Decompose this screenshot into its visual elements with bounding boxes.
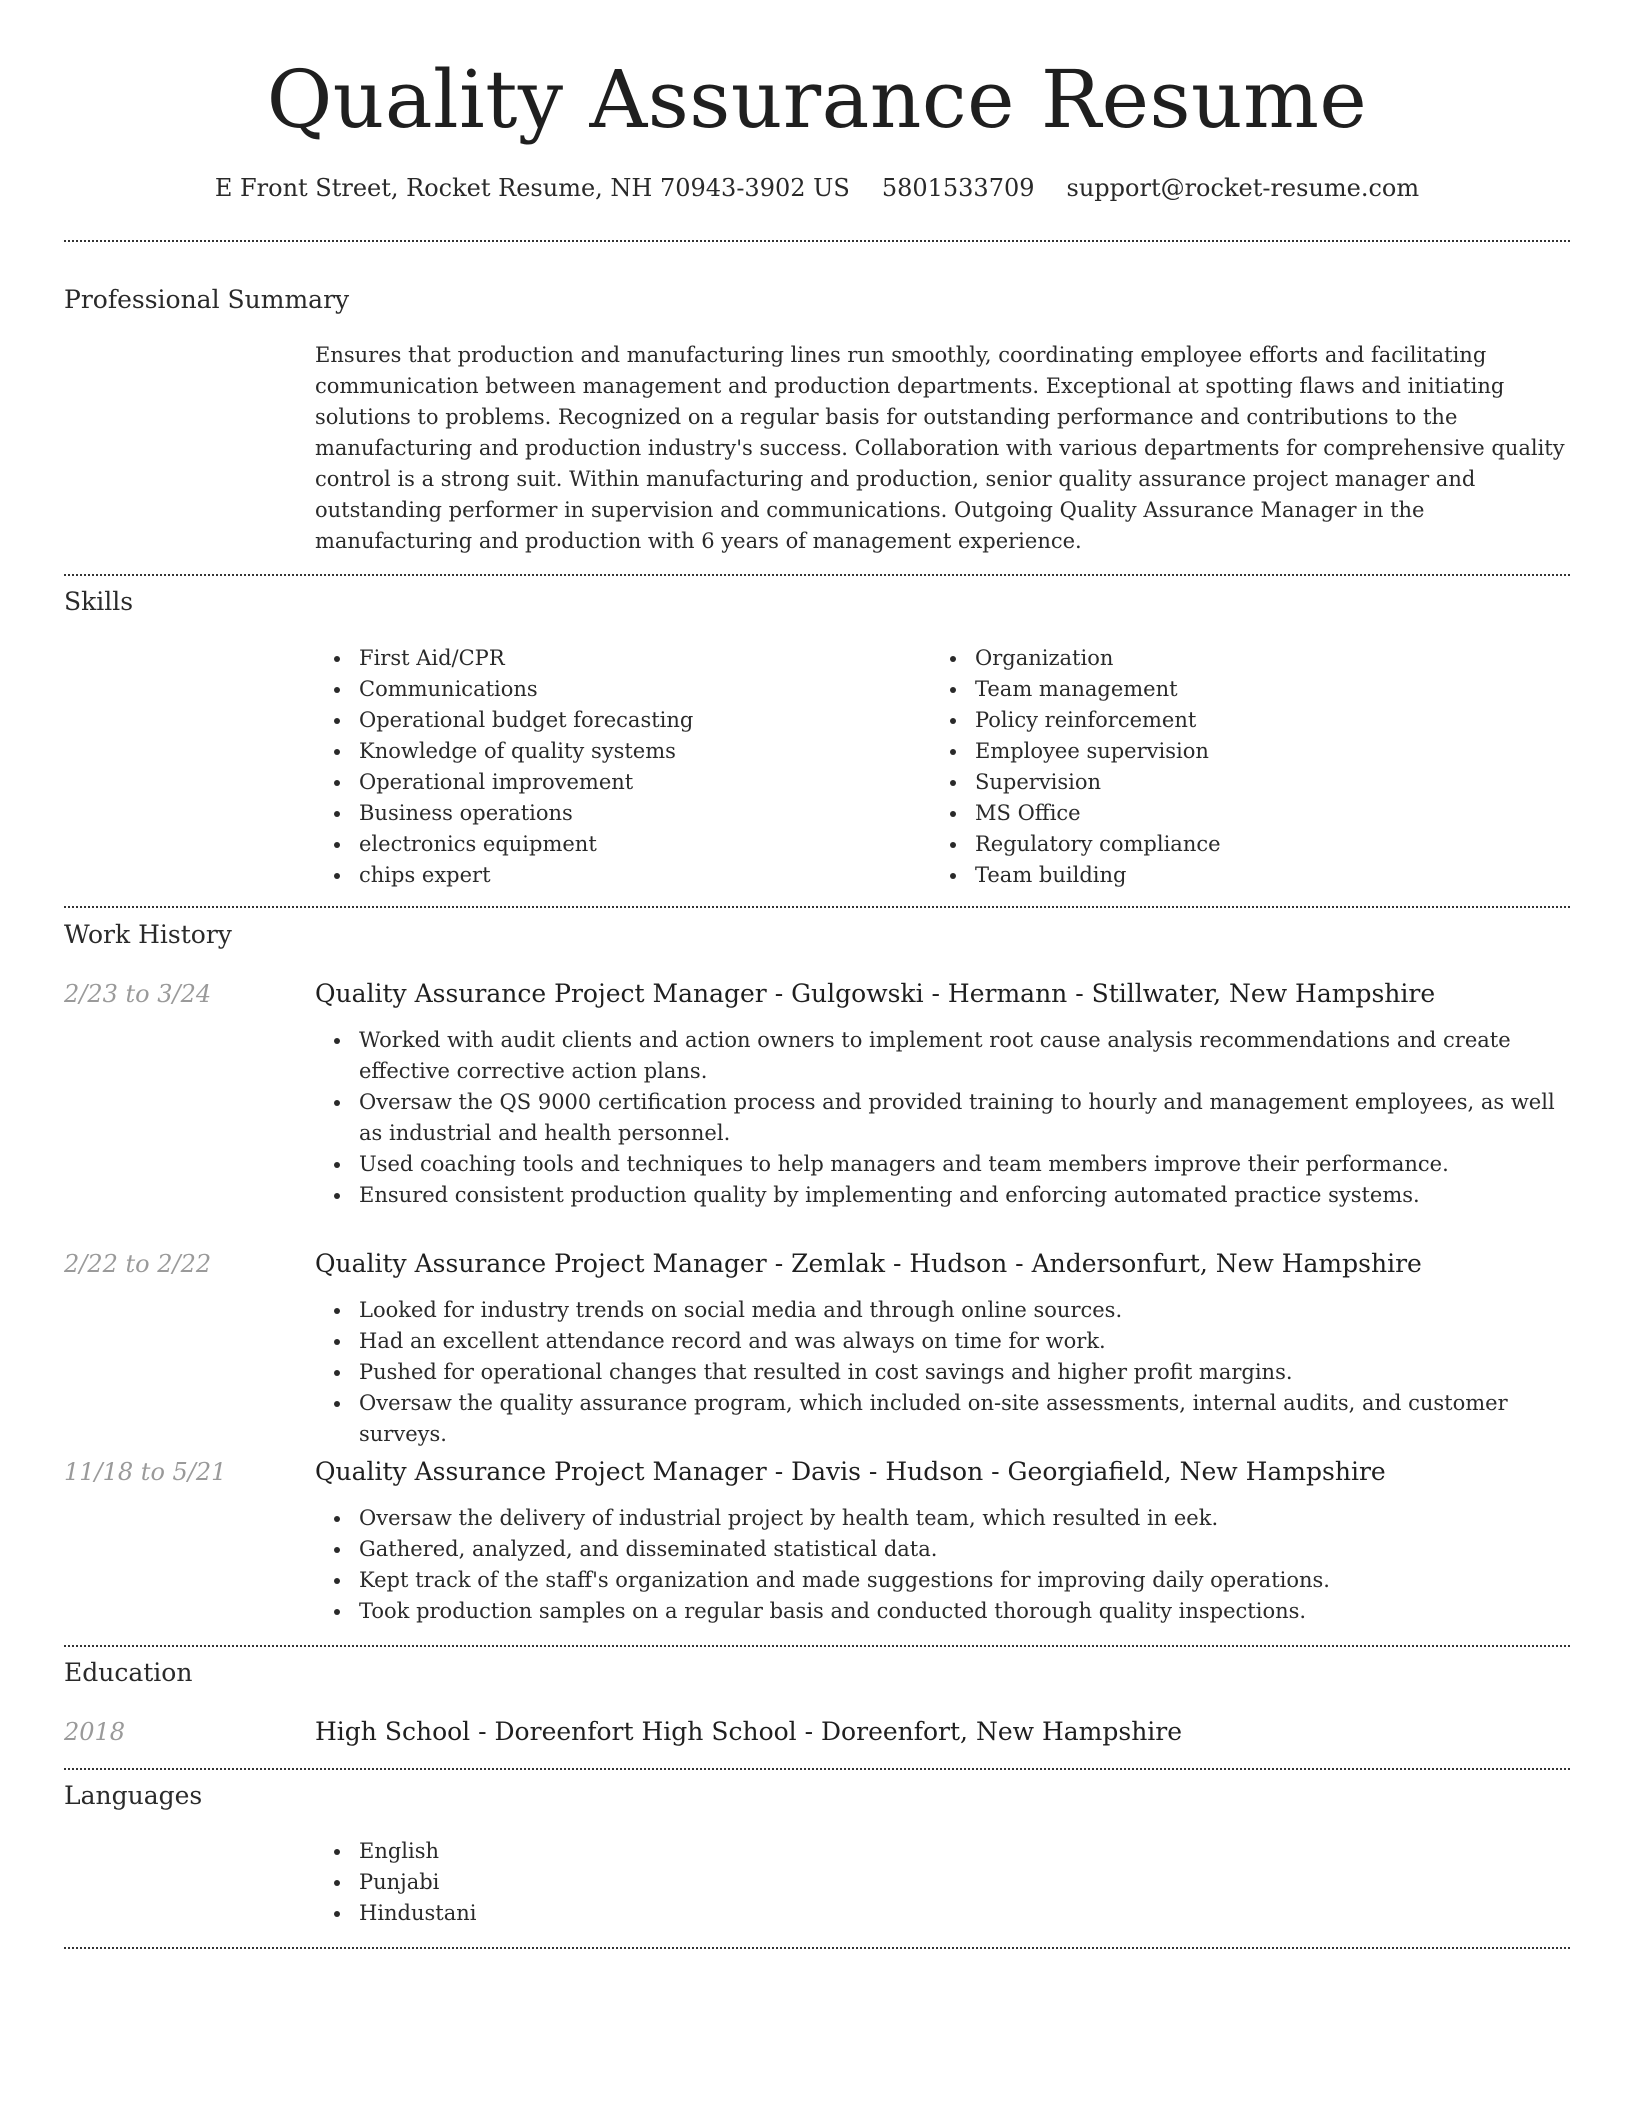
skill-item: Regulatory compliance bbox=[975, 829, 1547, 860]
education-entry bbox=[315, 1715, 1570, 1763]
skills-column-left bbox=[315, 643, 931, 891]
skill-item: MS Office bbox=[975, 798, 1547, 829]
job-bullet: Ensured consistent production quality by implementing and enforcing automated practice systems. bbox=[359, 1180, 1570, 1211]
language-item: Hindustani bbox=[359, 1898, 1570, 1929]
job-bullet: Worked with audit clients and action owners to implement root cause analysis recommendations and create effective corrective action plans. bbox=[359, 1025, 1570, 1087]
skill-item: Operational budget forecasting bbox=[359, 705, 931, 736]
contact-email: support@rocket-resume.com bbox=[1066, 174, 1420, 202]
job-bullet: Oversaw the delivery of industrial project by health team, which resulted in eek. bbox=[359, 1503, 1570, 1534]
skill-item: Knowledge of quality systems bbox=[359, 736, 931, 767]
job-title: Quality Assurance Project Manager - Gulgowski - Hermann - Stillwater, New Hampshire bbox=[315, 979, 1436, 1008]
resume-title: Quality Assurance Resume bbox=[266, 53, 1368, 146]
divider bbox=[64, 1768, 1570, 1770]
skill-item: Employee supervision bbox=[975, 736, 1547, 767]
skill-item: Team management bbox=[975, 674, 1547, 705]
skill-item: Policy reinforcement bbox=[975, 705, 1547, 736]
job-bullet: Kept track of the staff's organization and made suggestions for improving daily operations. bbox=[359, 1565, 1570, 1596]
section-heading-skills: Skills bbox=[64, 587, 134, 616]
contact-line bbox=[64, 170, 1570, 206]
skill-item: Team building bbox=[975, 860, 1547, 891]
skill-item: Supervision bbox=[975, 767, 1547, 798]
divider bbox=[64, 1645, 1570, 1647]
section-heading-summary: Professional Summary bbox=[64, 285, 350, 314]
divider bbox=[64, 1947, 1570, 1949]
job-title: Quality Assurance Project Manager - Zemlak - Hudson - Andersonfurt, New Hampshire bbox=[315, 1249, 1422, 1278]
job-bullet: Took production samples on a regular basis and conducted thorough quality inspections. bbox=[359, 1596, 1570, 1627]
section-heading-languages: Languages bbox=[64, 1781, 203, 1810]
skills-column-right bbox=[931, 643, 1547, 891]
summary-block bbox=[315, 340, 1570, 557]
skill-item: chips expert bbox=[359, 860, 931, 891]
skill-item: electronics equipment bbox=[359, 829, 931, 860]
skill-item: Business operations bbox=[359, 798, 931, 829]
divider bbox=[64, 240, 1570, 242]
contact-address: E Front Street, Rocket Resume, NH 70943-3902 US bbox=[214, 174, 850, 202]
education-year: 2018 bbox=[64, 1718, 126, 1746]
job-dates: 2/22 to 2/22 bbox=[64, 1250, 212, 1278]
job-bullet: Pushed for operational changes that resulted in cost savings and higher profit margins. bbox=[359, 1357, 1570, 1388]
job-entry bbox=[315, 1455, 1570, 1627]
job-dates: 2/23 to 3/24 bbox=[64, 980, 212, 1008]
section-heading-education: Education bbox=[64, 1658, 193, 1687]
job-title: Quality Assurance Project Manager - Davis - Hudson - Georgiafield, New Hampshire bbox=[315, 1457, 1386, 1486]
summary-text: Ensures that production and manufacturing lines run smoothly, coordinating employee efforts and facilitating communication between management and production departments. Exceptional at spotting flaws and initiating solutions to problems. Recognized on a regular basis for outstanding performance and contributions to the manufacturing and production industry's success. Collaboration with various departments for comprehensive quality control is a strong suit. Within manufacturing and production, senior quality assurance project manager and outstanding performer in supervision and communications. Outgoing Quality Assurance Manager in the manufacturing and production with 6 years of management experience. bbox=[315, 343, 1565, 553]
education-title: High School - Doreenfort High School - Doreenfort, New Hampshire bbox=[315, 1717, 1183, 1746]
language-item: Punjabi bbox=[359, 1867, 1570, 1898]
divider bbox=[64, 574, 1570, 576]
job-bullet: Oversaw the quality assurance program, which included on-site assessments, internal audits, and customer surveys. bbox=[359, 1388, 1570, 1450]
job-dates: 11/18 to 5/21 bbox=[64, 1458, 227, 1486]
divider bbox=[64, 906, 1570, 908]
skill-item: Operational improvement bbox=[359, 767, 931, 798]
section-heading-work: Work History bbox=[64, 920, 232, 949]
job-bullet: Oversaw the QS 9000 certification process and provided training to hourly and management employees, as well as industrial and health personnel. bbox=[359, 1087, 1570, 1149]
job-bullet: Used coaching tools and techniques to help managers and team members improve their performance. bbox=[359, 1149, 1570, 1180]
skills-block bbox=[315, 643, 1570, 891]
job-bullet: Had an excellent attendance record and was always on time for work. bbox=[359, 1326, 1570, 1357]
languages-block bbox=[315, 1836, 1570, 1929]
job-bullet: Looked for industry trends on social media and through online sources. bbox=[359, 1295, 1570, 1326]
job-bullet: Gathered, analyzed, and disseminated statistical data. bbox=[359, 1534, 1570, 1565]
skill-item: Organization bbox=[975, 643, 1547, 674]
job-entry bbox=[315, 977, 1570, 1211]
job-entry bbox=[315, 1247, 1570, 1450]
skill-item: First Aid/CPR bbox=[359, 643, 931, 674]
contact-phone: 5801533709 bbox=[881, 174, 1035, 202]
language-item: English bbox=[359, 1836, 1570, 1867]
skill-item: Communications bbox=[359, 674, 931, 705]
